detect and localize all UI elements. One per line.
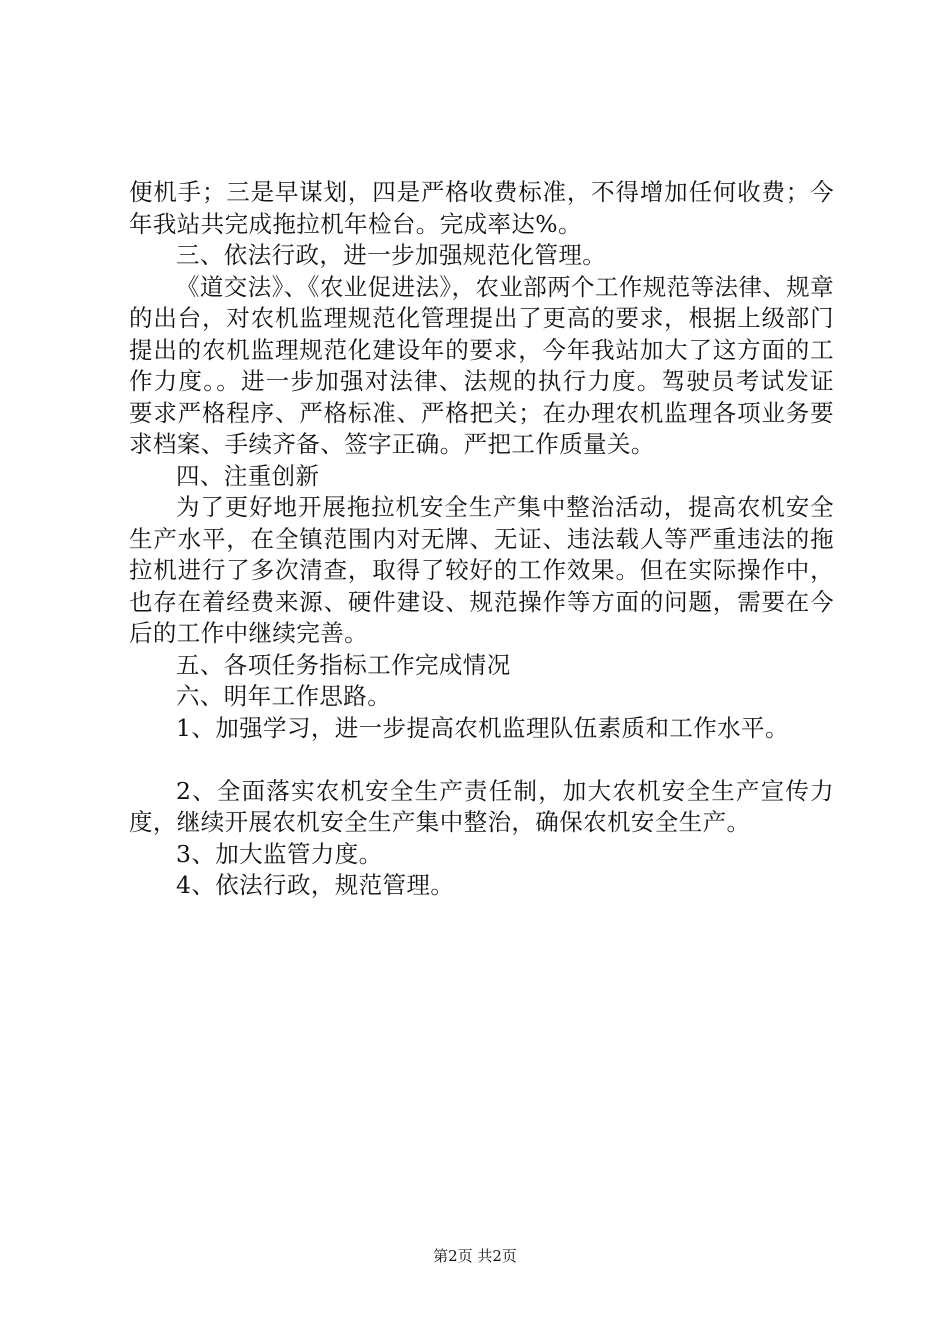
section-heading-6: 六、明年工作思路。 xyxy=(176,682,392,710)
list-item-3: 3、加大监管力度。 xyxy=(176,839,383,868)
list-item-2: 2、全面落实农机安全生产责任制，加大农机安全生产宣传力度，继续开展农机安全生产集中整治，确保农机安全生产。 xyxy=(129,776,834,836)
section-heading-4: 四、注重创新 xyxy=(176,461,320,490)
paragraph-innovation: 为了更好地开展拖拉机安全生产集中整治活动，提高农机安全生产水平，在全镇范围内对无牌、无证、违法载人等严重违法的拖拉机进行了多次清查，取得了较好的工作效果。但在实际操作中，也存在着经费来源、硬件建设、规范操作等方面的问题，需要在今后的工作中继续完善。 xyxy=(129,493,834,647)
page-footer: 第2页 共2页 xyxy=(433,1247,517,1265)
document-body xyxy=(129,177,834,902)
section-heading-5: 五、各项任务指标工作完成情况 xyxy=(176,650,511,679)
paragraph-law-management: 《道交法》、《农业促进法》，农业部两个工作规范等法律、规章的出台，对农机监理规范化管理提出了更高的要求，根据上级部门提出的农机监理规范化建设年的要求，今年我站加大了这方面的工作力度。。进一步加强对法律、法规的执行力度。驾驶员考试发证要求严格程序、严格标准、严格把关；在办理农机监理各项业务要求档案、手续齐备、签字正确。严把工作质量关。 xyxy=(129,272,834,458)
list-item-4: 4、依法行政，规范管理。 xyxy=(176,871,455,899)
list-item-1: 1、加强学习，进一步提高农机监理队伍素质和工作水平。 xyxy=(176,713,789,742)
paragraph-continuation: 便机手；三是早谋划，四是严格收费标准，不得增加任何收费；今年我站共完成拖拉机年检台。完成率达%。 xyxy=(129,178,834,238)
section-heading-3: 三、依法行政，进一步加强规范化管理。 xyxy=(176,241,607,269)
